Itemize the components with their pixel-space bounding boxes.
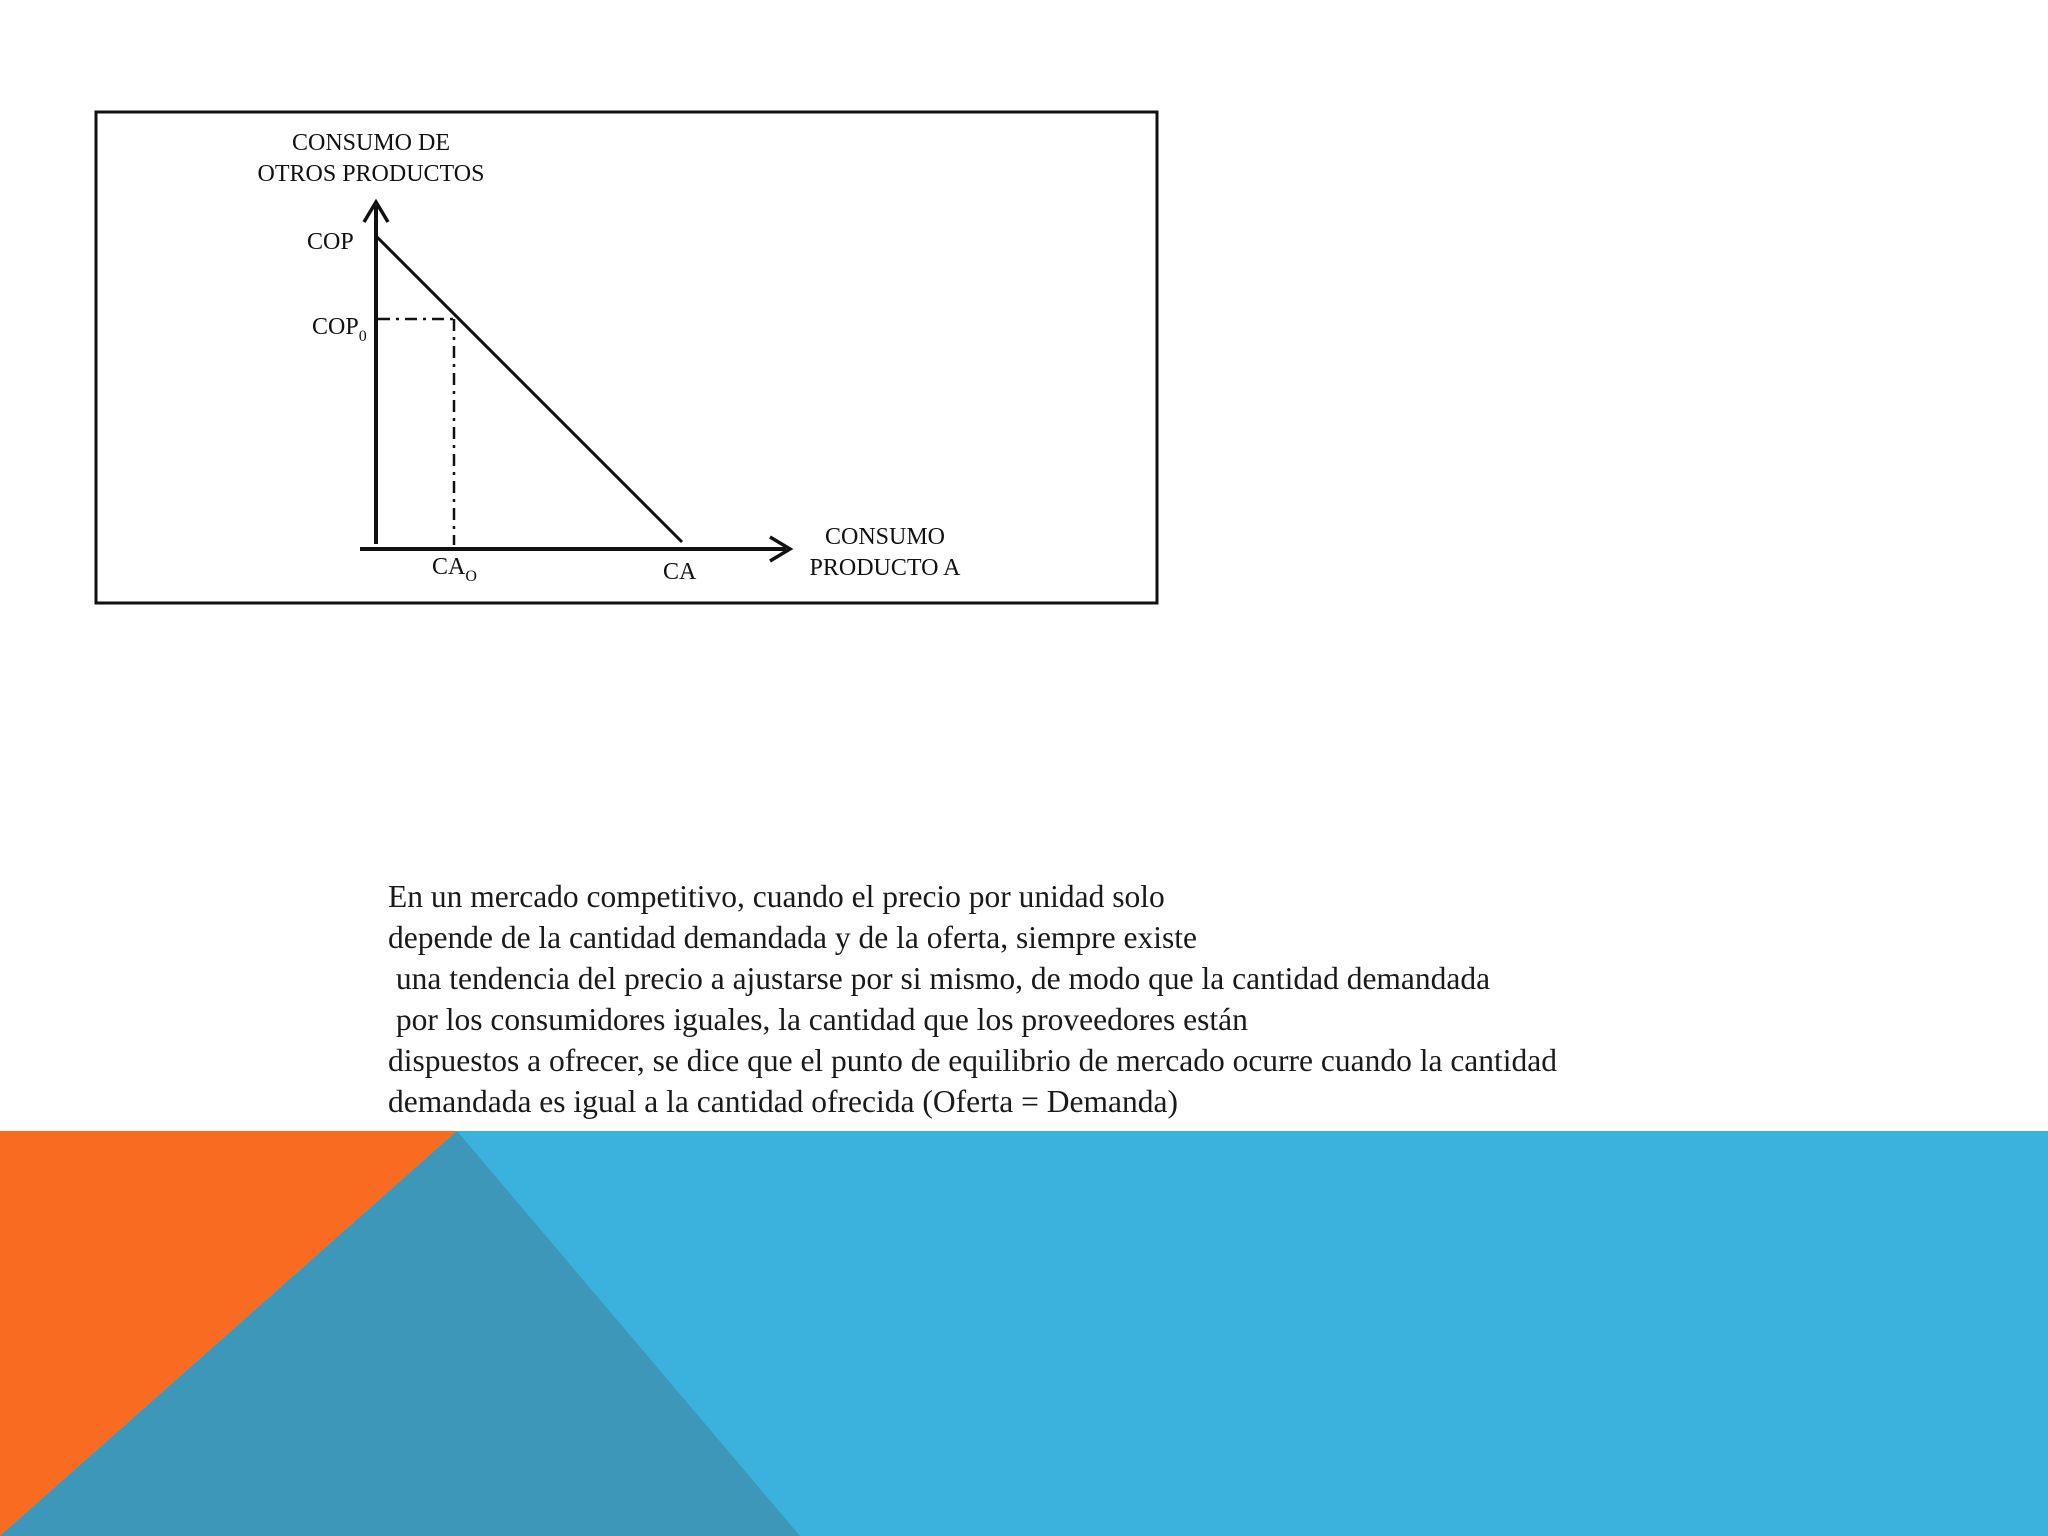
- y-point-label-main: COP: [312, 314, 359, 340]
- paragraph-line-5: dispuestos a ofrecer, se dice que el punto de equilibrio de mercado ocurre cuando la cantidad: [388, 1043, 1558, 1078]
- paragraph-line-6: demandada es igual a la cantidad ofrecida (Oferta = Demanda): [388, 1084, 1178, 1119]
- x-axis-label-line2: PRODUCTO A: [809, 555, 961, 581]
- paragraph-line-2: depende de la cantidad demandada y de la oferta, siempre existe: [388, 920, 1198, 955]
- x-point-label-main: CA: [432, 554, 466, 580]
- y-axis-label-line1: CONSUMO DE: [291, 130, 451, 156]
- paragraph-line-1: En un mercado competitivo, cuando el precio por unidad solo: [388, 879, 1165, 914]
- y-intercept-label: COP: [307, 229, 354, 255]
- x-axis-label-line1: CONSUMO: [824, 524, 946, 550]
- diagram-frame: [96, 112, 1157, 603]
- y-axis-label-line2: OTROS PRODUCTOS: [257, 161, 485, 187]
- y-point-label-subscript: 0: [358, 328, 367, 345]
- paragraph-line-4: por los consumidores iguales, la cantidad que los proveedores están: [388, 1002, 1248, 1037]
- x-intercept-label: CA: [663, 559, 697, 585]
- y-point-label: [312, 314, 367, 345]
- paragraph-line-3: una tendencia del precio a ajustarse por si mismo, de modo que la cantidad demandada: [388, 961, 1491, 996]
- explanation-paragraph: [388, 876, 1988, 1122]
- x-point-label-subscript: O: [465, 568, 477, 585]
- budget-line: [376, 236, 682, 542]
- x-point-label: [432, 554, 477, 585]
